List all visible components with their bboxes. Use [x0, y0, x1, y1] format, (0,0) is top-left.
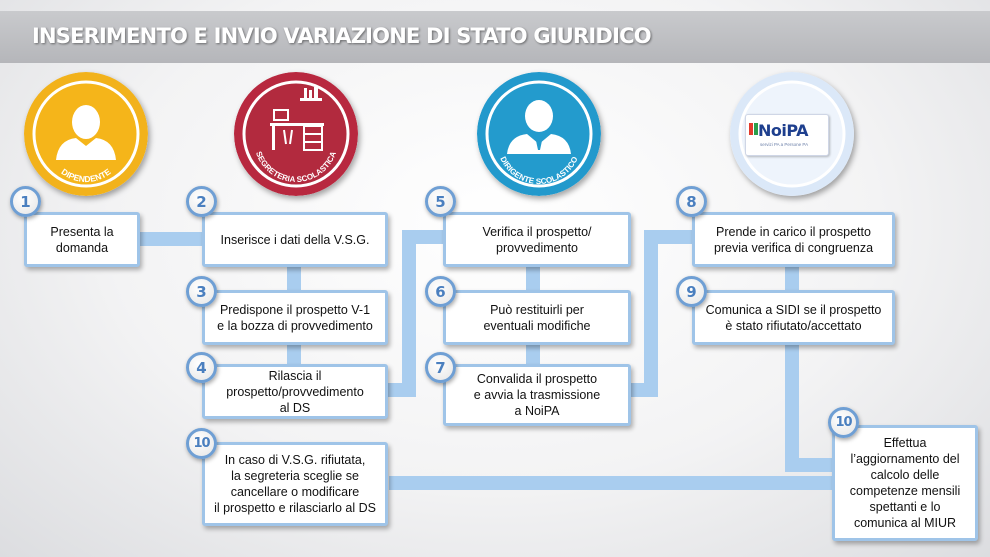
- step-1-badge: 1: [10, 186, 41, 217]
- step-6-badge: 6: [425, 276, 456, 307]
- step-7-box: Convalida il prospetto e avvia la trasmissione a NoiPA: [443, 364, 631, 426]
- role-dirigente: [477, 72, 601, 196]
- noipa-tagline: servizi PA a Persone PA: [760, 142, 809, 147]
- step-9-badge: 9: [676, 276, 707, 307]
- step-2-box: Inserisce i dati della V.S.G.: [202, 212, 388, 267]
- step-5-badge: 5: [425, 186, 456, 217]
- page-title: INSERIMENTO E INVIO VARIAZIONE DI STATO GIURIDICO: [32, 24, 651, 48]
- noipa-mark-icon: [749, 123, 758, 135]
- noipa-logo: [745, 114, 829, 156]
- step-4-box: Rilascia il prospetto/provvedimento al DS: [202, 364, 388, 419]
- step-10a-box: In caso di V.S.G. rifiutata, la segreteria sceglie se cancellare o modificare il prospetto e rilasciarlo al DS: [202, 442, 388, 526]
- noipa-brand: NoiPA: [758, 121, 809, 140]
- step-10a-badge: 10: [186, 428, 217, 459]
- step-1-box: Presenta la domanda: [24, 212, 140, 267]
- step-10b-badge: 10: [828, 407, 859, 438]
- step-8-badge: 8: [676, 186, 707, 217]
- step-8-box: Prende in carico il prospetto previa verifica di congruenza: [692, 212, 895, 267]
- step-7-badge: 7: [425, 352, 456, 383]
- role-segreteria: [234, 72, 358, 196]
- step-6-box: Può restituirli per eventuali modifiche: [443, 290, 631, 345]
- step-3-badge: 3: [186, 276, 217, 307]
- step-2-badge: 2: [186, 186, 217, 217]
- step-3-box: Predispone il prospetto V-1 e la bozza di provvedimento: [202, 290, 388, 345]
- step-10b-box: Effettua l’aggiornamento del calcolo delle competenze mensili spettanti e lo comunica al MIUR: [832, 425, 978, 541]
- role-dipendente: [24, 72, 148, 196]
- role-label-dipendente: DIPENDENTE: [59, 166, 113, 185]
- step-4-badge: 4: [186, 352, 217, 383]
- connector-7-8: [630, 237, 694, 390]
- role-label-dirigente: DIRIGENTE SCOLASTICO: [498, 155, 580, 187]
- step-9-box: Comunica a SIDI se il prospetto è stato rifiutato/accettato: [692, 290, 895, 345]
- step-5-box: Verifica il prospetto/ provvedimento: [443, 212, 631, 267]
- role-label-segreteria: SEGRETERIA SCOLASTICA: [254, 150, 339, 185]
- connector-9-10: [792, 343, 832, 465]
